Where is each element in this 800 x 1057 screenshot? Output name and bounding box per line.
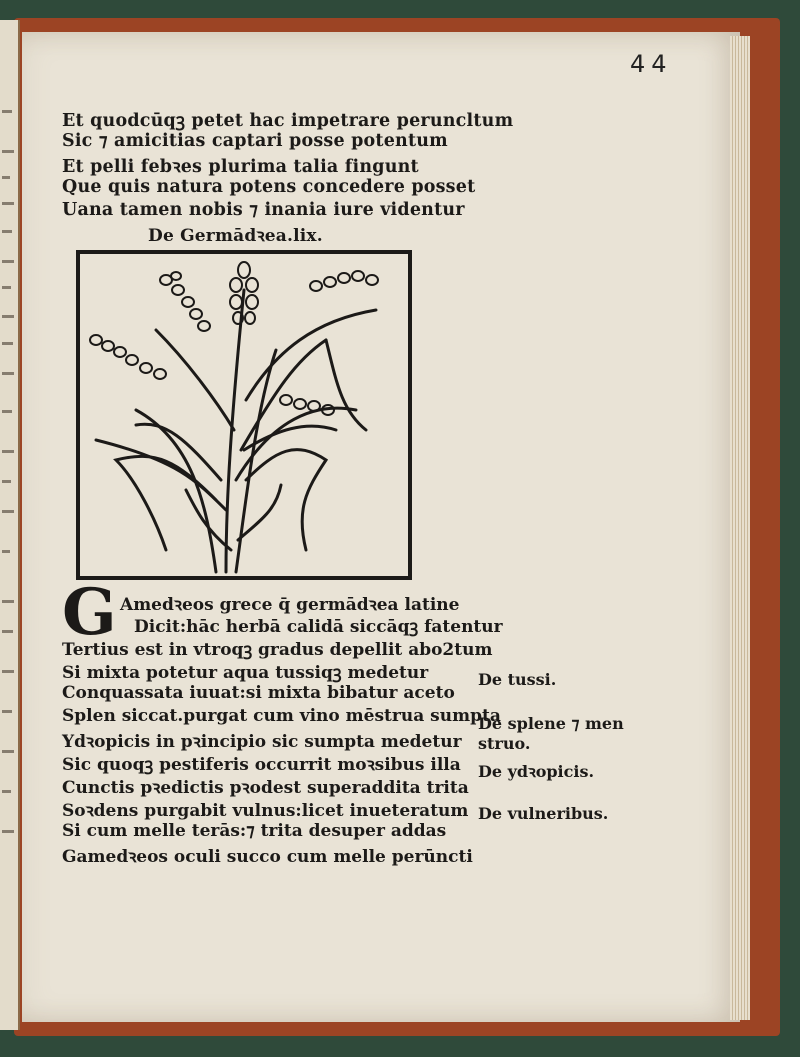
margin-note: De splene ⁊ men [478,714,624,733]
text-line: Soꝛdens purgabit vulnus:licet inueteratum [62,801,469,821]
verse-line: Que quis natura potens concedere posset [62,177,476,197]
margin-note: De ydꝛopicis. [478,762,595,781]
text-line: Conquassata iuuat:si mixta bibatur aceto [62,683,455,703]
bleed-through-text [2,110,16,850]
verse-line: Et pelli febꝛes plurima talia fingunt [62,157,419,177]
verse-line: Uana tamen nobis ⁊ inania iure videntur [62,200,465,220]
text-line: Dicit:hāc herbā calidā siccāqꝫ fatentur [134,617,503,637]
folio-number: 44 [630,50,673,78]
verse-line: Et quodcūqꝫ petet hac impetrare peruncltum [62,111,514,131]
text-line: Sic quoqꝫ pestiferis occurrit moꝛsibus illa [62,755,461,775]
text-line: Tertius est in vtroqꝫ gradus depellit abo2tum [62,640,493,660]
text-line: Cunctis pꝛedictis pꝛodest superaddita trita [62,778,469,798]
previous-page-edge [0,20,20,1030]
drop-cap-initial: G [62,575,117,650]
plant-woodcut-icon [76,250,412,580]
chapter-heading: De Germādꝛea.lix. [148,226,323,246]
text-line: Amedꝛeos grece q̄ germādꝛea latine [120,595,460,615]
text-line: Ydꝛopicis in pꝛincipio sic sumpta medetur [62,732,462,752]
text-line: Gamedꝛeos oculi succo cum melle perūncti [62,847,473,867]
text-line: Si cum melle terās:⁊ trita desuper addas [62,821,447,841]
margin-note: struo. [478,734,531,753]
margin-note: De tussi. [478,670,557,689]
verse-line: Sic ⁊ amicitias captari posse potentum [62,131,448,151]
text-line: Splen siccat.purgat cum vino mēstrua sumpta [62,706,501,726]
text-line: Si mixta potetur aqua tussiqꝫ medetur [62,663,429,683]
page-edges [730,36,750,1020]
margin-note: De vulneribus. [478,804,609,823]
